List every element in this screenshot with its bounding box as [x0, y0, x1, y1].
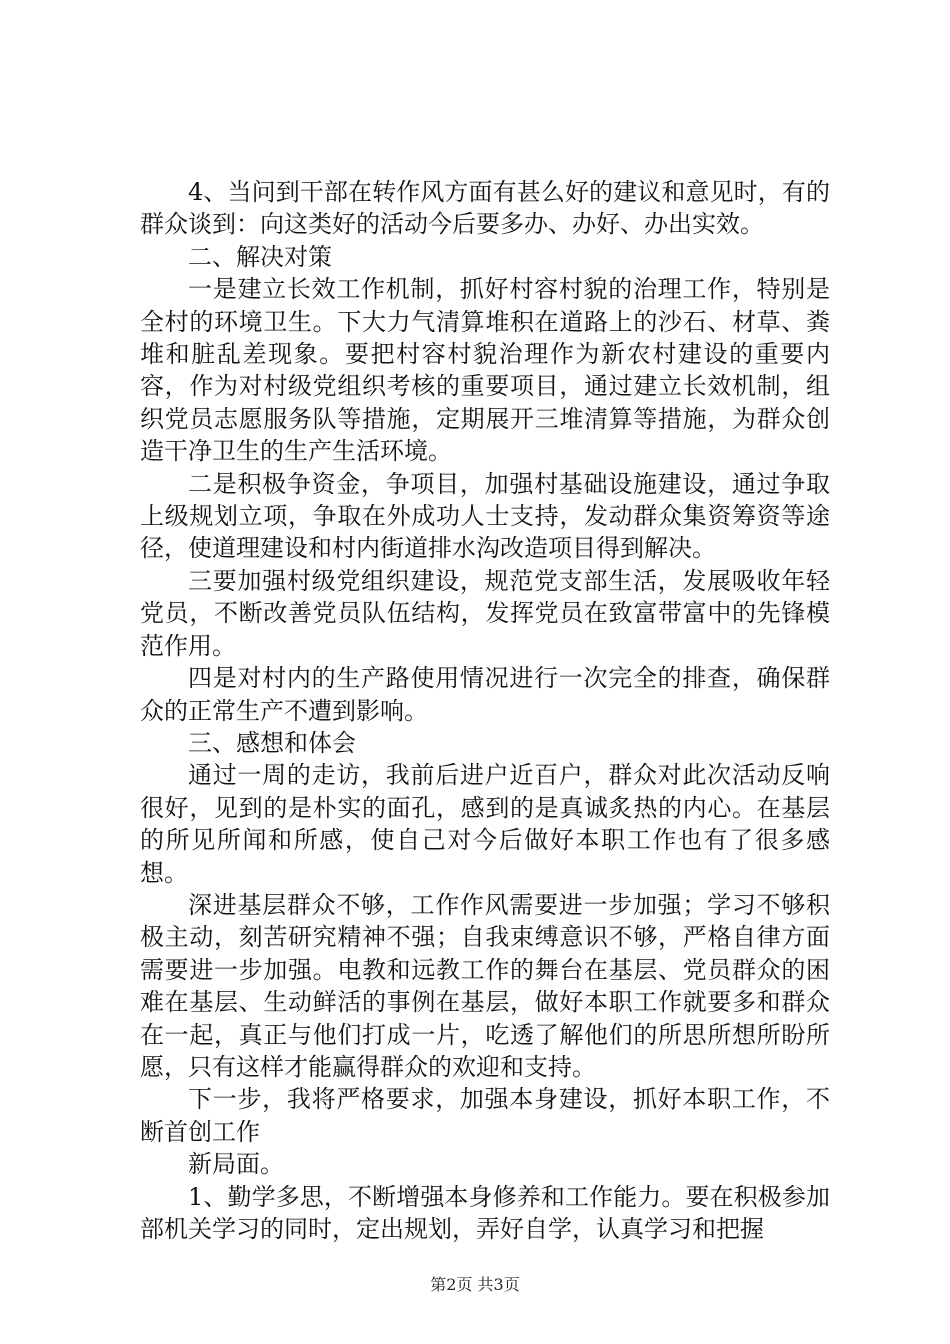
document-body: [140, 176, 830, 1245]
paragraph-solution-3: 三要加强村级党组织建设，规范党支部生活，发展吸收年轻党员，不断改善党员队伍结构，发挥党员在致富带富中的先锋模范作用。: [140, 566, 830, 660]
paragraph-solution-4: 四是对村内的生产路使用情况进行一次完全的排查，确保群众的正常生产不遭到影响。: [140, 664, 830, 725]
paragraph-study-point-1: 1、勤学多思，不断增强本身修养和工作能力。要在积极参加部机关学习的同时，定出规划，弄好自学，认真学习和把握: [140, 1182, 830, 1243]
heading-reflections: 三、感想和体会: [188, 728, 356, 757]
page-footer: 第2页 共3页: [430, 1275, 520, 1294]
paragraph-reflection-2: 深进基层群众不够，工作作风需要进一步加强；学习不够积极主动，刻苦研究精神不强；自我束缚意识不够，严格自律方面需要进一步加强。电教和远教工作的舞台在基层、党员群众的困难在基层、生动鲜活的事例在基层，做好本职工作就要多和群众在一起，真正与他们打成一片，吃透了解他们的所思所想所盼所愿，只有这样才能赢得群众的欢迎和支持。: [140, 890, 830, 1081]
heading-solutions: 二、解决对策: [188, 242, 332, 271]
paragraph-solution-1: 一是建立长效工作机制，抓好村容村貌的治理工作，特别是全村的环境卫生。下大力气清算堆积在道路上的沙石、材草、粪堆和脏乱差现象。要把村容村貌治理作为新农村建设的重要内容，作为对村级党组织考核的重要项目，通过建立长效机制，组织党员志愿服务队等措施，定期展开三堆清算等措施，为群众创造干净卫生的生产生活环境。: [140, 275, 830, 466]
paragraph-new-situation: 新局面。: [188, 1150, 284, 1179]
paragraph-next-step: 下一步，我将严格要求，加强本身建设，抓好本职工作，不断首创工作: [140, 1085, 830, 1146]
paragraph-solution-2: 二是积极争资金，争项目，加强村基础设施建设，通过争取上级规划立项，争取在外成功人士支持，发动群众集资筹资等途径，使道理建设和村内街道排水沟改造项目得到解决。: [140, 469, 830, 563]
paragraph-point-4: 4、当问到干部在转作风方面有甚么好的建议和意见时，有的群众谈到：向这类好的活动今后要多办、办好、办出实效。: [140, 178, 830, 239]
paragraph-reflection-1: 通过一周的走访，我前后进户近百户，群众对此次活动反响很好，见到的是朴实的面孔，感到的是真诚炙热的内心。在基层的所见所闻和所感，使自己对今后做好本职工作也有了很多感想。: [140, 761, 830, 887]
